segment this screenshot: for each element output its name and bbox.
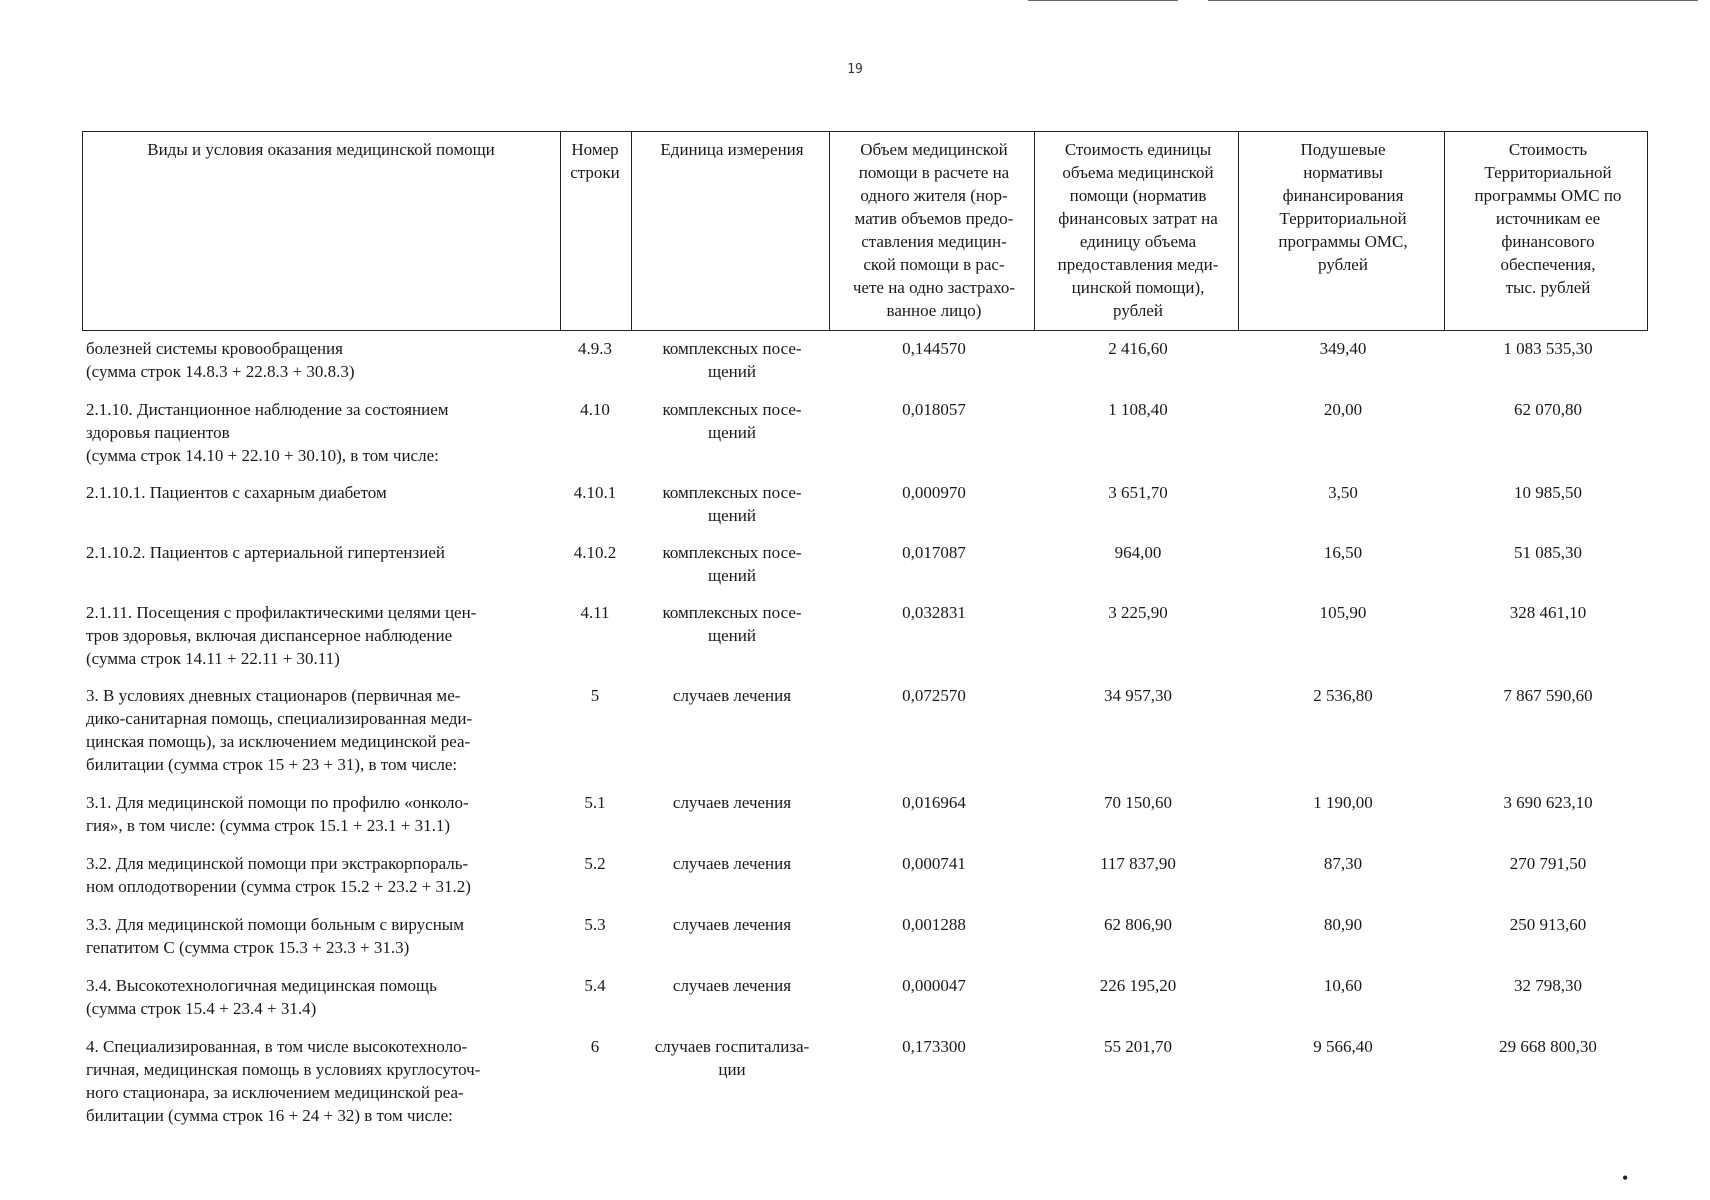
column-header <box>86 132 556 161</box>
care-type-cell <box>86 337 556 383</box>
scan-speck: • <box>1622 1168 1629 1188</box>
column-divider <box>829 131 830 331</box>
volume-cell: 0,000741 <box>902 854 966 873</box>
unit-cell <box>632 791 832 814</box>
volume-cell: 0,000047 <box>902 976 966 995</box>
column-header-line: Номер <box>571 140 619 159</box>
care-type-line: (сумма строк 14.8.3 + 22.8.3 + 30.8.3) <box>86 362 355 381</box>
row-code-cell: 6 <box>590 1037 600 1056</box>
care-type-line: 3.3. Для медицинской помощи больным с вирусным <box>86 915 464 934</box>
unit-line: комплексных посе- <box>662 483 802 502</box>
column-header-line: рублей <box>1113 301 1163 320</box>
unit-cost-cell: 117 837,90 <box>1100 854 1176 873</box>
column-header-line: строки <box>570 163 620 182</box>
column-header-line: обеспечения, <box>1500 255 1596 274</box>
column-header <box>1242 132 1444 276</box>
care-type-cell <box>86 684 556 776</box>
unit-line: щений <box>708 626 756 645</box>
care-type-cell <box>86 1035 556 1127</box>
unit-line: комплексных посе- <box>662 543 802 562</box>
unit-cost-cell: 3 651,70 <box>1108 483 1168 502</box>
column-header-line: финансирования <box>1282 186 1404 205</box>
care-type-cell <box>86 398 556 467</box>
care-type-line: ного стационара, за исключением медицинской реа- <box>86 1083 464 1102</box>
care-type-line: дико-санитарная помощь, специализированная меди- <box>86 709 473 728</box>
column-header-line: помощи в расчете на <box>858 163 1010 182</box>
care-type-cell <box>86 974 556 1020</box>
column-header-line: финансовых затрат на <box>1058 209 1218 228</box>
per-capita-cell: 3,50 <box>1328 483 1358 502</box>
row-code-cell: 4.9.3 <box>578 339 612 358</box>
unit-line: случаев лечения <box>672 686 792 705</box>
unit-line: щений <box>708 566 756 585</box>
column-header-line: помощи (норматив <box>1069 186 1207 205</box>
column-header-line: нормативы <box>1303 163 1383 182</box>
column-header <box>1448 132 1648 299</box>
care-type-line: 3.2. Для медицинской помощи при экстракорпораль- <box>86 854 469 873</box>
unit-cost-cell: 3 225,90 <box>1108 603 1168 622</box>
care-type-line: 4. Специализированная, в том числе высокотехноло- <box>86 1037 468 1056</box>
unit-line: случаев лечения <box>672 854 792 873</box>
unit-cell <box>632 481 832 527</box>
care-type-line: гичная, медицинская помощь в условиях круглосуточ- <box>86 1060 481 1079</box>
care-type-line: гия», в том числе: (сумма строк 15.1 + 23.1 + 31.1) <box>86 816 450 835</box>
unit-cost-cell: 62 806,90 <box>1104 915 1172 934</box>
total-cost-cell: 3 690 623,10 <box>1503 793 1593 812</box>
volume-cell: 0,144570 <box>902 339 966 358</box>
total-cost-cell: 1 083 535,30 <box>1503 339 1593 358</box>
column-header-line: ставления медицин- <box>861 232 1007 251</box>
unit-cell <box>632 398 832 444</box>
unit-line: случаев госпитализа- <box>654 1037 810 1056</box>
volume-cell: 0,072570 <box>902 686 966 705</box>
unit-line: случаев лечения <box>672 793 792 812</box>
scan-edge-line <box>1208 0 1698 1</box>
per-capita-cell: 20,00 <box>1323 400 1363 419</box>
row-code-cell: 5 <box>590 686 600 705</box>
unit-cell <box>632 852 832 875</box>
care-type-line: билитации (сумма строк 16 + 24 + 32) в том числе: <box>86 1106 453 1125</box>
unit-cost-cell: 226 195,20 <box>1099 976 1177 995</box>
column-header-line: Виды и условия оказания медицинской помощи <box>147 140 495 159</box>
unit-cost-cell: 70 150,60 <box>1104 793 1172 812</box>
column-header-line: Территориальной <box>1484 163 1612 182</box>
total-cost-cell: 29 668 800,30 <box>1499 1037 1597 1056</box>
care-type-line: 3.1. Для медицинской помощи по профилю «онколо- <box>86 793 469 812</box>
row-code-cell: 4.10.1 <box>573 483 617 502</box>
unit-line: щений <box>708 362 756 381</box>
row-code-cell: 5.4 <box>584 976 606 995</box>
per-capita-cell: 9 566,40 <box>1313 1037 1373 1056</box>
care-type-line: 2.1.11. Посещения с профилактическими целями цен- <box>86 603 477 622</box>
column-header-line: финансового <box>1501 232 1595 251</box>
column-divider <box>631 131 632 331</box>
care-type-line: билитации (сумма строк 15 + 23 + 31), в том числе: <box>86 755 458 774</box>
column-header-line: программы ОМС по <box>1474 186 1622 205</box>
column-header-line: Подушевые <box>1300 140 1386 159</box>
column-header-line: Объем медицинской <box>860 140 1008 159</box>
care-type-line: 3.4. Высокотехнологичная медицинская помощь <box>86 976 437 995</box>
care-type-line: ном оплодотворении (сумма строк 15.2 + 23.2 + 31.2) <box>86 877 471 896</box>
unit-cost-cell: 964,00 <box>1114 543 1162 562</box>
column-header-line: ванное лицо) <box>886 301 982 320</box>
per-capita-cell: 80,90 <box>1323 915 1363 934</box>
column-header-line: матив объемов предо- <box>854 209 1014 228</box>
care-type-line: (сумма строк 14.10 + 22.10 + 30.10), в том числе: <box>86 446 439 465</box>
column-header-line: тыс. рублей <box>1505 278 1591 297</box>
unit-line: щений <box>708 423 756 442</box>
column-header <box>834 132 1034 322</box>
care-type-line: 2.1.10. Дистанционное наблюдение за состоянием <box>86 400 449 419</box>
unit-cost-cell: 1 108,40 <box>1108 400 1168 419</box>
unit-cell <box>632 1035 832 1081</box>
unit-cell <box>632 974 832 997</box>
care-type-line: цинская помощь), за исключением медицинской реа- <box>86 732 471 751</box>
volume-cell: 0,000970 <box>902 483 966 502</box>
scan-edge-line <box>1028 0 1178 1</box>
column-header-line: Территориальной <box>1279 209 1407 228</box>
total-cost-cell: 250 913,60 <box>1509 915 1587 934</box>
unit-cost-cell: 34 957,30 <box>1104 686 1172 705</box>
unit-line: щений <box>708 506 756 525</box>
row-code-cell: 4.10.2 <box>573 543 617 562</box>
unit-line: случаев лечения <box>672 976 792 995</box>
care-type-line: (сумма строк 14.11 + 22.11 + 30.11) <box>86 649 340 668</box>
column-header-line: чете на одно застрахо- <box>852 278 1016 297</box>
volume-cell: 0,017087 <box>902 543 966 562</box>
care-type-cell <box>86 541 556 564</box>
unit-line: ции <box>718 1060 746 1079</box>
column-header-line: цинской помощи), <box>1071 278 1205 297</box>
row-code-cell: 5.1 <box>584 793 606 812</box>
total-cost-cell: 328 461,10 <box>1509 603 1587 622</box>
care-type-line: гепатитом С (сумма строк 15.3 + 23.3 + 31.3) <box>86 938 410 957</box>
unit-line: комплексных посе- <box>662 400 802 419</box>
volume-cell: 0,032831 <box>902 603 966 622</box>
column-header <box>1038 132 1238 322</box>
care-type-cell <box>86 601 556 670</box>
care-type-cell <box>86 481 556 504</box>
care-type-line: 2.1.10.1. Пациентов с сахарным диабетом <box>86 483 387 502</box>
per-capita-cell: 1 190,00 <box>1313 793 1373 812</box>
column-header-line: одного жителя (нор- <box>860 186 1008 205</box>
column-header-line: Стоимость единицы <box>1064 140 1212 159</box>
per-capita-cell: 87,30 <box>1323 854 1363 873</box>
unit-cost-cell: 2 416,60 <box>1108 339 1168 358</box>
total-cost-cell: 62 070,80 <box>1514 400 1582 419</box>
column-header-line: предоставления меди- <box>1057 255 1219 274</box>
column-header-line: ской помощи в рас- <box>863 255 1005 274</box>
per-capita-cell: 16,50 <box>1323 543 1363 562</box>
care-type-line: болезней системы кровообращения <box>86 339 343 358</box>
care-type-line: 3. В условиях дневных стационаров (первичная ме- <box>86 686 461 705</box>
column-divider <box>1444 131 1445 331</box>
care-type-cell <box>86 913 556 959</box>
unit-cell <box>632 541 832 587</box>
column-header-line: источникам ее <box>1495 209 1601 228</box>
unit-cell <box>632 913 832 936</box>
column-header <box>632 132 832 161</box>
care-type-cell <box>86 791 556 837</box>
total-cost-cell: 32 798,30 <box>1514 976 1582 995</box>
unit-cell <box>632 601 832 647</box>
care-type-line: 2.1.10.2. Пациентов с артериальной гипертензией <box>86 543 445 562</box>
care-type-line: (сумма строк 15.4 + 23.4 + 31.4) <box>86 999 317 1018</box>
row-code-cell: 5.3 <box>584 915 606 934</box>
total-cost-cell: 51 085,30 <box>1514 543 1582 562</box>
page-number: 19 <box>847 62 863 77</box>
unit-cost-cell: 55 201,70 <box>1104 1037 1172 1056</box>
per-capita-cell: 349,40 <box>1319 339 1367 358</box>
row-code-cell: 4.11 <box>580 603 610 622</box>
unit-cell <box>632 337 832 383</box>
volume-cell: 0,001288 <box>902 915 966 934</box>
per-capita-cell: 105,90 <box>1319 603 1367 622</box>
column-header-line: рублей <box>1318 255 1368 274</box>
column-divider <box>1034 131 1035 331</box>
column-header <box>560 132 630 184</box>
volume-cell: 0,018057 <box>902 400 966 419</box>
column-header-line: объема медицинской <box>1062 163 1214 182</box>
unit-line: комплексных посе- <box>662 603 802 622</box>
care-type-line: тров здоровья, включая диспансерное наблюдение <box>86 626 453 645</box>
care-type-line: здоровья пациентов <box>86 423 230 442</box>
unit-cell <box>632 684 832 707</box>
row-code-cell: 5.2 <box>584 854 606 873</box>
total-cost-cell: 7 867 590,60 <box>1503 686 1593 705</box>
column-header-line: Стоимость <box>1508 140 1588 159</box>
total-cost-cell: 10 985,50 <box>1514 483 1582 502</box>
care-type-cell <box>86 852 556 898</box>
volume-cell: 0,173300 <box>902 1037 966 1056</box>
per-capita-cell: 2 536,80 <box>1313 686 1373 705</box>
row-code-cell: 4.10 <box>580 400 610 419</box>
unit-line: комплексных посе- <box>662 339 802 358</box>
per-capita-cell: 10,60 <box>1323 976 1363 995</box>
column-header-line: единицу объема <box>1079 232 1197 251</box>
volume-cell: 0,016964 <box>902 793 966 812</box>
unit-line: случаев лечения <box>672 915 792 934</box>
total-cost-cell: 270 791,50 <box>1509 854 1587 873</box>
column-header-line: Единица измерения <box>660 140 804 159</box>
column-header-line: программы ОМС, <box>1278 232 1408 251</box>
column-divider <box>1238 131 1239 331</box>
